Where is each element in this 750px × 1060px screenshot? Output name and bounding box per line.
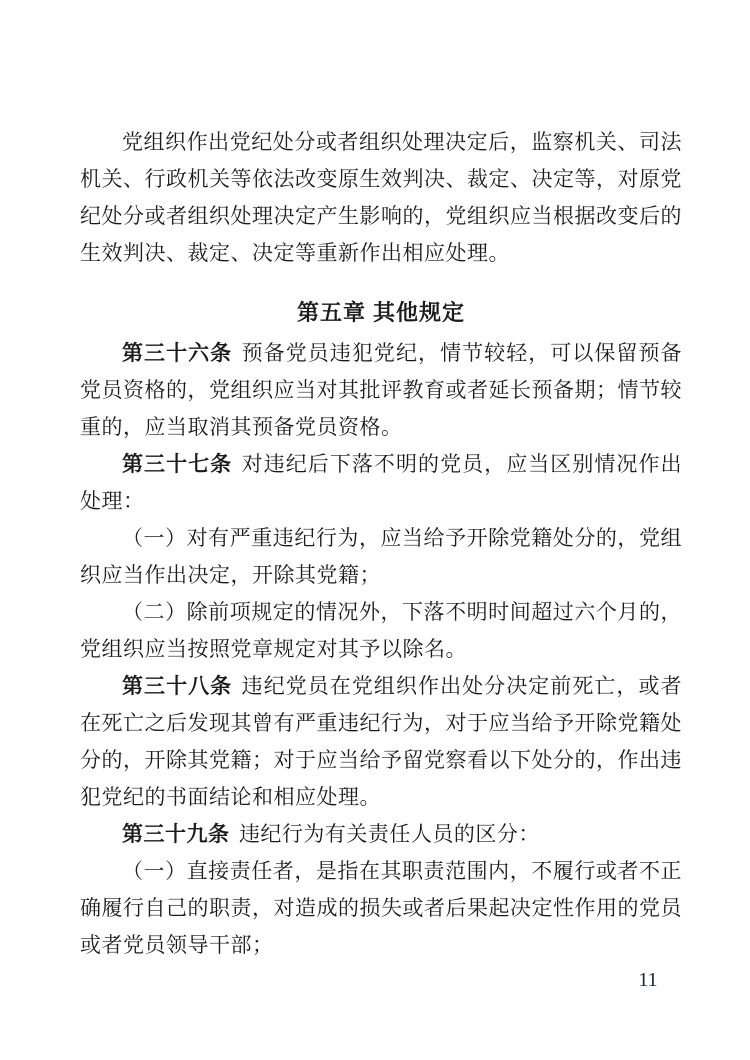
article-37-item-1: （一）对有严重违纪行为，应当给予开除党籍处分的，党组织应当作出决定，开除其党籍； [80,526,682,587]
article-38-number: 第三十八条 [122,674,233,698]
page-number: 11 [638,969,658,991]
article-38-paragraph [80,668,682,816]
article-36-number: 第三十六条 [122,341,233,365]
article-37-item-2: （二）除前项规定的情况外，下落不明时间超过六个月的，党组织应当按照党章规定对其予以除名。 [80,600,682,661]
article-38-text: 违纪党员在党组织作出处分决定前死亡，或者在死亡之后发现其曾有严重违纪行为，对于应当给予开除党籍处分的，开除其党籍；对于应当给予留党察看以下处分的，作出违犯党纪的书面结论和相应处理。 [80,674,683,809]
article-39-number: 第三十九条 [122,822,230,846]
intro-paragraph: 党组织作出党纪处分或者组织处理决定后，监察机关、司法机关、行政机关等依法改变原生效判决、裁定、决定等，对原党纪处分或者组织处理决定产生影响的，党组织应当根据改变后的生效判决、裁定、决定等重新作出相应处理。 [80,130,682,265]
article-36-text: 预备党员违犯党纪，情节较轻，可以保留预备党员资格的，党组织应当对其批评教育或者延长预备期；情节较重的，应当取消其预备党员资格。 [80,341,683,439]
article-37-text: 对违纪后下落不明的党员，应当区别情况作出处理： [80,452,683,513]
article-39-paragraph [80,816,682,853]
article-36-paragraph [80,335,682,446]
article-37-number: 第三十七条 [122,452,233,476]
chapter-heading: 第五章 其他规定 [296,300,466,325]
article-39-item-1: （一）直接责任者，是指在其职责范围内，不履行或者不正确履行自己的职责，对造成的损失或者后果起决定性作用的党员或者党员领导干部； [80,859,682,957]
article-39-text: 违纪行为有关责任人员的区分： [238,822,540,846]
page-body-text [80,124,682,964]
article-37-paragraph [80,446,682,520]
